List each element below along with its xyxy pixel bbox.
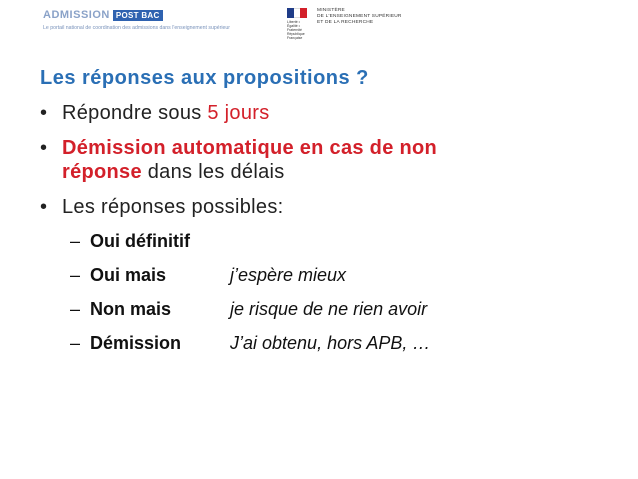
- bullet-highlight-continued: réponse: [62, 161, 142, 183]
- slide-title: Les réponses aux propositions ?: [40, 67, 369, 89]
- list-item: – Oui définitif: [70, 231, 190, 251]
- answer-note: je risque de ne rien avoir: [230, 299, 428, 319]
- bullet-highlight: 5 jours: [207, 102, 270, 124]
- bullet-symbol: •: [40, 137, 48, 159]
- ministry-logo: [287, 8, 402, 40]
- slide-content: [40, 66, 630, 355]
- list-item: – Démission J’ai obtenu, hors APB, …: [70, 333, 431, 353]
- ministry-name: MINISTÈRE DE L'ENSEIGNEMENT SUPÉRIEUR ET DE LA RECHERCHE: [317, 8, 402, 25]
- bullet-response-delay: [40, 101, 630, 125]
- bullet-text: Les réponses possibles:: [62, 196, 284, 218]
- ministry-motto: Liberté • Égalité • Fraternité République Française: [287, 20, 305, 40]
- logo-text: ADMISSION: [43, 9, 110, 21]
- list-item: – Non mais je risque de ne rien avoir: [70, 299, 428, 319]
- bullet-symbol: •: [40, 102, 48, 124]
- logo-tagline: Le portail national de coordination des admissions dans l'enseignement supérieur: [43, 25, 230, 31]
- logo-badge: POST BAC: [113, 10, 163, 21]
- bullet-text: Répondre sous: [62, 102, 208, 124]
- admission-post-bac-logo: [43, 8, 230, 31]
- answer-note: j’espère mieux: [230, 265, 347, 285]
- french-flag-icon: [287, 8, 307, 18]
- answer-options-list: [40, 229, 630, 355]
- bullet-possible-answers: [40, 195, 630, 219]
- answer-label: Oui mais: [90, 265, 167, 285]
- bullet-symbol: •: [40, 196, 48, 218]
- answer-label: Oui définitif: [90, 231, 190, 251]
- answer-note: J’ai obtenu, hors APB, …: [230, 333, 431, 353]
- answer-label: Non mais: [90, 299, 172, 319]
- list-item: – Oui mais j’espère mieux: [70, 265, 347, 285]
- bullet-text: dans les délais: [141, 161, 285, 183]
- bullet-automatic-resignation: [40, 136, 630, 184]
- bullet-highlight: Démission automatique en cas de non: [62, 137, 438, 159]
- answer-label: Démission: [90, 333, 182, 353]
- slide-header: [0, 0, 638, 45]
